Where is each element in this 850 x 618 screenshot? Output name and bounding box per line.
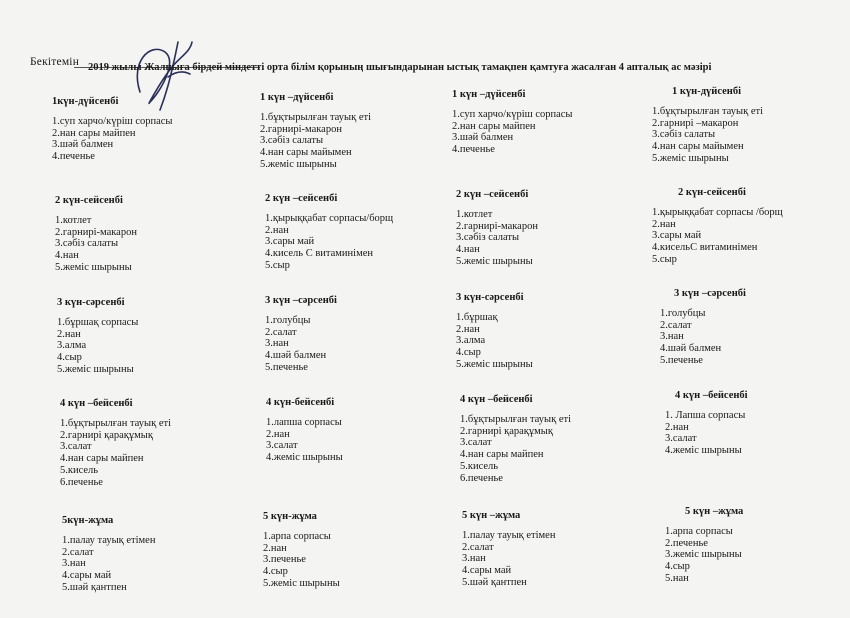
menu-item: 1.бұқтырылған тауық еті	[60, 417, 172, 429]
approve-label: Бекітемін	[30, 56, 80, 68]
menu-item: 5.сыр	[265, 259, 290, 271]
day-heading: 5 күн –жұма	[462, 510, 521, 521]
day-heading: 4 күн –бейсенбі	[60, 398, 133, 409]
week4-day1	[652, 86, 763, 165]
menu-item: 5.жеміс шырыны	[456, 255, 533, 267]
day-heading: 3 күн –сәрсенбі	[265, 295, 337, 306]
menu-item: 3.нан	[462, 553, 486, 565]
menu-item: 2.гарнирі-макарон	[456, 220, 538, 232]
menu-item: 4.сары май	[62, 570, 112, 582]
menu-item: 3.шәй балмен	[452, 132, 514, 144]
menu-item: 2.нан	[57, 328, 81, 340]
menu-item: 2.нан	[652, 218, 676, 230]
menu-item: 5.жеміс шырыны	[652, 152, 729, 164]
menu-item: 4.нан	[55, 250, 79, 262]
page-title: 2019 жылы Жалпыға бірдей міндетті орта білім қорының шығындарынан ыстық тамақпен қамтуға жасалған 4 апталық ас мәзірі	[88, 62, 712, 73]
menu-item: 3.сәбіз салаты	[55, 238, 119, 250]
day-heading: 3 күн-сәрсенбі	[57, 297, 125, 308]
menu-item: 5.сыр	[652, 253, 677, 265]
menu-item: 3.нан	[265, 338, 289, 350]
menu-item: 4.шәй балмен	[660, 343, 722, 355]
week2-day4	[266, 397, 343, 464]
menu-item: 5.жеміс шырыны	[55, 261, 132, 273]
day-heading: 5 күн-жұма	[263, 511, 317, 522]
menu-item: 2.гарнирі қарақұмық	[460, 425, 553, 437]
week3-day5	[462, 510, 555, 589]
menu-item: 4.нан	[456, 244, 480, 256]
menu-item: 6.печенье	[460, 472, 503, 484]
menu-item: 4.сыр	[456, 347, 481, 359]
menu-item: 3.нан	[62, 558, 86, 570]
menu-item: 2.нан	[456, 323, 480, 335]
week1-day2	[55, 195, 137, 274]
menu-item: 4.сыр	[665, 561, 690, 573]
menu-item: 4.нан сары майпен	[60, 453, 144, 465]
menu-item: 3.жеміс шырыны	[665, 549, 742, 561]
menu-item: 2.салат	[265, 326, 297, 338]
week4-day5	[665, 506, 743, 585]
menu-item: 1.қырыққабат сорпасы/борщ	[265, 212, 394, 224]
day-heading: 2 күн-сейсенбі	[678, 187, 746, 198]
week4-day2	[652, 187, 783, 266]
menu-item: 4.жеміс шырыны	[665, 445, 742, 457]
menu-item: 5.шәй қантпен	[462, 576, 527, 588]
menu-item: 1.бұршақ	[456, 311, 498, 323]
menu-item: 4.жеміс шырыны	[266, 452, 343, 464]
week4-day4	[665, 390, 748, 457]
day-heading: 2 күн –сейсенбі	[265, 193, 338, 204]
day-heading: 4 күн –бейсенбі	[460, 394, 533, 405]
menu-item: 2.гарнирі –макарон	[652, 117, 739, 129]
menu-item: 5.печенье	[660, 354, 703, 366]
menu-item: 2.нан	[265, 224, 289, 236]
menu-item: 4.нан сары майымен	[652, 141, 744, 153]
menu-item: 2.салат	[462, 541, 494, 553]
menu-item: 4.шәй балмен	[265, 350, 327, 362]
menu-item: 4.печенье	[452, 144, 495, 156]
menu-item: 1.бұқтырылған тауық еті	[460, 413, 572, 425]
week3-day2	[456, 189, 538, 268]
menu-item: 2.салат	[62, 546, 94, 558]
menu-item: 1.суп харчо/күріш сорпасы	[52, 115, 173, 127]
menu-item: 5.жеміс шырыны	[260, 158, 337, 170]
menu-item: 1.палау тауық етімен	[462, 529, 556, 541]
week2-day5	[263, 511, 340, 590]
menu-item: 5.кисель	[60, 464, 99, 476]
menu-item: 1.котлет	[55, 214, 92, 226]
menu-item: 4.печенье	[52, 151, 95, 163]
menu-item: 3.нан	[660, 331, 684, 343]
menu-item: 4.нан сары майпен	[460, 449, 544, 461]
menu-item: 5.жеміс шырыны	[263, 577, 340, 589]
menu-item: 4.кисель С витаминімен	[265, 248, 374, 260]
menu-item: 3.салат	[460, 437, 492, 449]
week3-day4	[460, 394, 571, 485]
week1-day5	[62, 515, 155, 594]
menu-item: 1.суп харчо/күріш сорпасы	[452, 108, 573, 120]
menu-item: 4.сыр	[263, 566, 288, 578]
menu-item: 5.кисель	[460, 460, 499, 472]
menu-item: 3.алма	[456, 335, 486, 347]
menu-item: 4.сары май	[462, 565, 512, 577]
menu-item: 1.бұршақ сорпасы	[57, 316, 139, 328]
menu-item: 1.қырыққабат сорпасы /борщ	[652, 206, 783, 218]
menu-item: 2.гарнирі қарақұмық	[60, 429, 153, 441]
menu-item: 2.нан	[665, 421, 689, 433]
menu-item: 1.арпа сорпасы	[665, 525, 733, 537]
day-heading: 2 күн –сейсенбі	[456, 189, 529, 200]
week1-day3	[57, 297, 138, 376]
menu-item: 3.печенье	[263, 554, 306, 566]
menu-item: 5.шәй қантпен	[62, 581, 127, 593]
menu-item: 1. Лапша сорпасы	[665, 409, 746, 421]
menu-item: 3.салат	[266, 440, 298, 452]
menu-item: 1.бұқтырылған тауық еті	[652, 105, 764, 117]
menu-item: 2.нан	[263, 542, 287, 554]
day-heading: 5 күн –жұма	[685, 506, 744, 517]
week4-day3	[660, 288, 746, 367]
week2-day3	[265, 295, 337, 374]
menu-item: 2.нан сары майпен	[52, 127, 136, 139]
week3-day1	[452, 89, 572, 156]
menu-item: 4.кисельС витаминімен	[652, 242, 758, 254]
menu-item: 3.алма	[57, 340, 87, 352]
week3-day3	[456, 292, 533, 371]
menu-item: 4.сыр	[57, 352, 82, 364]
menu-item: 5.нан	[665, 572, 689, 584]
day-heading: 4 күн-бейсенбі	[266, 397, 335, 408]
menu-item: 5.жеміс шырыны	[57, 363, 134, 375]
week1-day1	[52, 96, 172, 163]
menu-item: 2.нан сары майпен	[452, 120, 536, 132]
menu-item: 4.нан сары майымен	[260, 147, 352, 159]
menu-item: 1.лапша сорпасы	[266, 416, 342, 428]
menu-item: 1.арпа сорпасы	[263, 530, 331, 542]
week2-day1	[260, 92, 371, 171]
menu-item: 1.голубцы	[660, 307, 706, 319]
menu-item: 3.сары май	[652, 230, 702, 242]
week2-day2	[265, 193, 393, 272]
day-heading: 3 күн-сәрсенбі	[456, 292, 524, 303]
menu-item: 2.салат	[660, 319, 692, 331]
day-heading: 4 күн –бейсенбі	[675, 390, 748, 401]
menu-item: 2.гарнирі-макарон	[260, 123, 342, 135]
menu-item: 5.жеміс шырыны	[456, 358, 533, 370]
day-heading: 2 күн-сейсенбі	[55, 195, 123, 206]
menu-item: 3.сәбіз салаты	[456, 232, 520, 244]
menu-item: 2.печенье	[665, 537, 708, 549]
menu-item: 6.печенье	[60, 476, 103, 488]
menu-item: 3.сары май	[265, 236, 315, 248]
menu-item: 3.сәбіз салаты	[652, 129, 716, 141]
menu-item: 1.голубцы	[265, 314, 311, 326]
day-heading: 1күн-дүйсенбі	[52, 96, 119, 107]
day-heading: 3 күн –сәрсенбі	[674, 288, 746, 299]
menu-item: 3.сәбіз салаты	[260, 135, 324, 147]
menu-item: 3.салат	[665, 433, 697, 445]
menu-item: 2.гарнирі-макарон	[55, 226, 137, 238]
day-heading: 5күн-жұма	[62, 515, 114, 526]
week1-day4	[60, 398, 171, 489]
day-heading: 1 күн –дүйсенбі	[260, 92, 334, 103]
menu-item: 2.нан	[266, 428, 290, 440]
day-heading: 1 күн –дүйсенбі	[452, 89, 526, 100]
menu-item: 5.печенье	[265, 361, 308, 373]
day-heading: 1 күн-дүйсенбі	[672, 86, 741, 97]
menu-item: 1.котлет	[456, 208, 493, 220]
menu-item: 1.палау тауық етімен	[62, 534, 156, 546]
menu-item: 1.бұқтырылған тауық еті	[260, 111, 372, 123]
menu-item: 3.салат	[60, 441, 92, 453]
menu-item: 3.шәй балмен	[52, 139, 114, 151]
